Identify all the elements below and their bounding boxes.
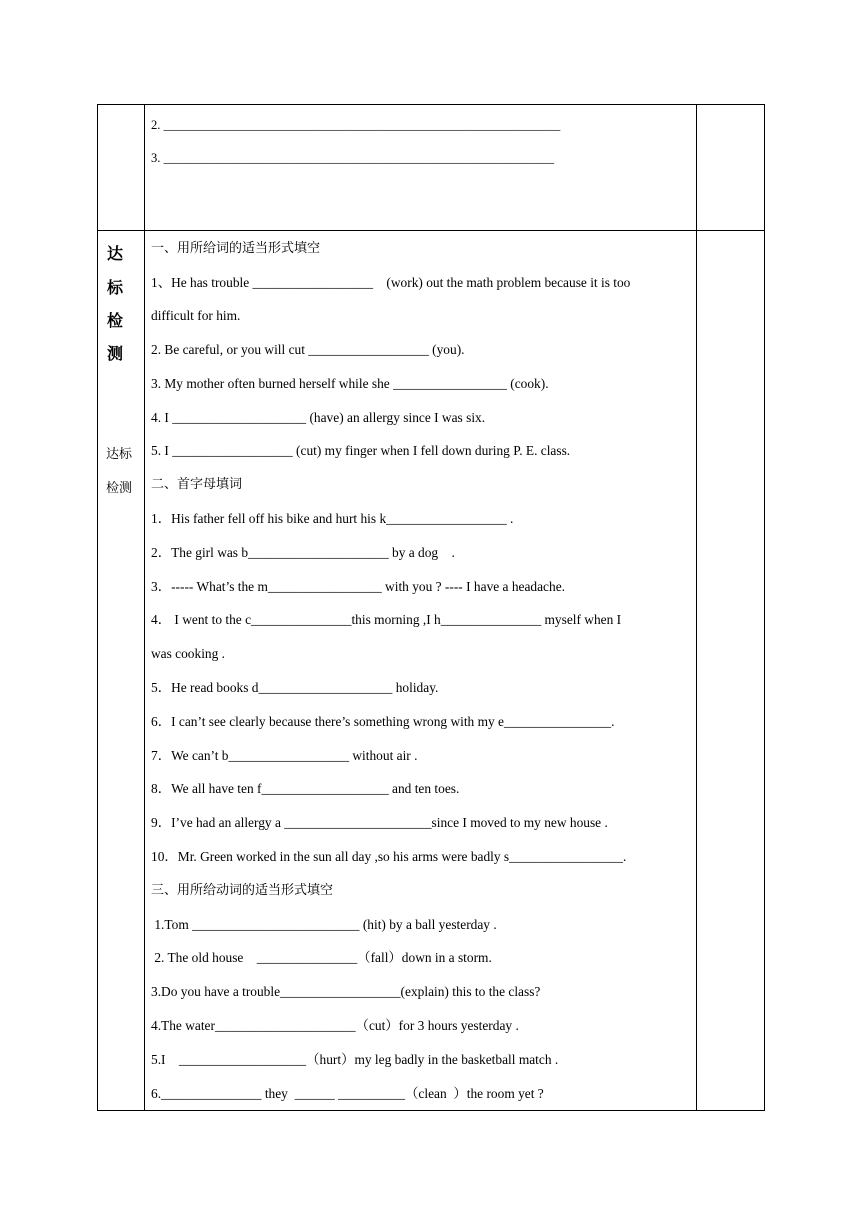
exercise-content-cell bbox=[145, 231, 697, 1111]
exercise-line: 5. I __________________ (cut) my finger when I fell down during P. E. class. bbox=[151, 443, 571, 458]
exercise-line: 3.Do you have a trouble__________________(explain) this to the class? bbox=[151, 984, 541, 999]
exercise-line: 3. My mother often burned herself while she _________________ (cook). bbox=[151, 376, 549, 391]
exercise-line: 1．His father fell off his bike and hurt his k__________________ . bbox=[151, 511, 514, 526]
side-char: 测 bbox=[107, 344, 124, 363]
exercise-line: 5．He read books d____________________ holiday. bbox=[151, 680, 439, 695]
exercise-line: 3．----- What’s the m_________________ with you ? ---- I have a headache. bbox=[151, 579, 565, 594]
exercise-line: 2．The girl was b_____________________ by a dog . bbox=[151, 545, 455, 560]
exercise-line: 8．We all have ten f___________________ and ten toes. bbox=[151, 781, 460, 796]
side-small-label: 检测 bbox=[106, 481, 133, 496]
main-cell-top bbox=[145, 105, 697, 231]
side-char: 标 bbox=[107, 278, 124, 297]
section-heading-2: 二、首字母填词 bbox=[151, 477, 243, 492]
exercise-line: 4. I ____________________ (have) an allergy since I was six. bbox=[151, 410, 486, 425]
exercise-line: 6._______________ they ______ __________（clean ）the room yet ? bbox=[151, 1086, 544, 1101]
exercise-table bbox=[97, 104, 765, 1111]
side-char: 检 bbox=[107, 311, 124, 330]
side-label-cell bbox=[98, 231, 145, 1111]
left-cell-top bbox=[98, 105, 145, 231]
exercise-line: 10．Mr. Green worked in the sun all day ,so his arms were badly s_________________. bbox=[151, 849, 627, 864]
table-row bbox=[98, 231, 765, 1111]
exercise-line: 4.The water_____________________（cut）for 3 hours yesterday . bbox=[151, 1018, 519, 1033]
exercise-line: 4． I went to the c_______________this morning ,I h_______________ myself when I bbox=[151, 612, 622, 627]
side-small-label: 达标 bbox=[106, 447, 133, 462]
right-cell-top bbox=[697, 105, 765, 231]
answer-line-2: 2. _______________________________________________________________ bbox=[151, 118, 561, 132]
exercise-line: 5.I ___________________（hurt）my leg badly in the basketball match . bbox=[151, 1052, 559, 1067]
exercise-line: 9．I’ve had an allergy a ______________________since I moved to my new house . bbox=[151, 815, 608, 830]
table-row bbox=[98, 105, 765, 231]
exercise-line: was cooking . bbox=[151, 646, 226, 661]
side-char: 达 bbox=[107, 244, 124, 263]
right-cell-main bbox=[697, 231, 765, 1111]
exercise-line: difficult for him. bbox=[151, 308, 241, 323]
exercise-line: 7．We can’t b__________________ without air . bbox=[151, 748, 418, 763]
exercise-line: 6．I can’t see clearly because there’s something wrong with my e________________. bbox=[151, 714, 615, 729]
exercise-line: 2. Be careful, or you will cut __________________ (you). bbox=[151, 342, 465, 357]
exercise-line: 2. The old house _______________（fall）down in a storm. bbox=[151, 950, 492, 965]
exercise-line: 1.Tom _________________________ (hit) by a ball yesterday . bbox=[151, 917, 497, 932]
section-heading-3: 三、用所给动词的适当形式填空 bbox=[151, 883, 334, 898]
exercise-line: 1、He has trouble __________________ (work) out the math problem because it is too bbox=[151, 275, 631, 290]
section-heading-1: 一、用所给词的适当形式填空 bbox=[151, 241, 321, 256]
answer-line-3: 3. ______________________________________________________________ bbox=[151, 151, 554, 165]
